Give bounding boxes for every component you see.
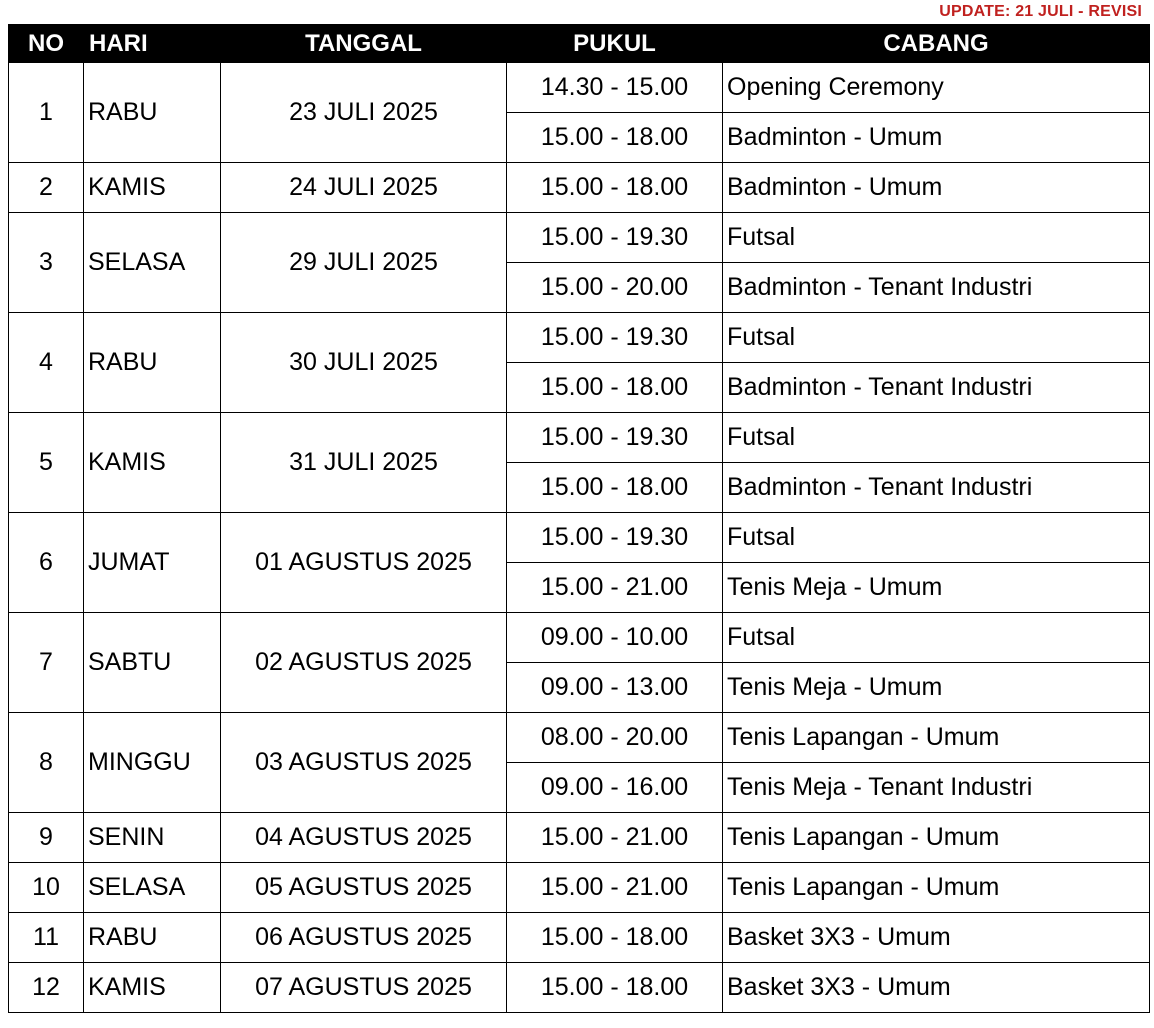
pukul-cell: 15.00 - 19.30: [507, 413, 723, 463]
pukul-cell: 09.00 - 16.00: [507, 763, 723, 813]
pukul-cell: 15.00 - 20.00: [507, 263, 723, 313]
table-row: [9, 813, 1150, 863]
cabang-cell: Tenis Meja - Umum: [723, 663, 1150, 713]
cabang-cell: Tenis Lapangan - Umum: [723, 863, 1150, 913]
tanggal-cell: 01 AGUSTUS 2025: [221, 513, 507, 613]
pukul-cell: 15.00 - 18.00: [507, 113, 723, 163]
schedule-body: [9, 63, 1150, 1013]
pukul-cell: 15.00 - 18.00: [507, 463, 723, 513]
no-cell: 6: [9, 513, 84, 613]
no-cell: 10: [9, 863, 84, 913]
hari-cell: MINGGU: [84, 713, 221, 813]
tanggal-cell: 23 JULI 2025: [221, 63, 507, 163]
tanggal-cell: 29 JULI 2025: [221, 213, 507, 313]
hari-cell: RABU: [84, 63, 221, 163]
header-hari: HARI: [84, 25, 221, 63]
hari-cell: RABU: [84, 913, 221, 963]
table-row: [9, 863, 1150, 913]
cabang-cell: Futsal: [723, 213, 1150, 263]
pukul-cell: 14.30 - 15.00: [507, 63, 723, 113]
table-row: [9, 313, 1150, 363]
cabang-cell: Futsal: [723, 313, 1150, 363]
no-cell: 11: [9, 913, 84, 963]
cabang-cell: Futsal: [723, 413, 1150, 463]
tanggal-cell: 30 JULI 2025: [221, 313, 507, 413]
header-cabang: CABANG: [723, 25, 1150, 63]
table-row: [9, 613, 1150, 663]
no-cell: 1: [9, 63, 84, 163]
hari-cell: SELASA: [84, 863, 221, 913]
no-cell: 8: [9, 713, 84, 813]
pukul-cell: 15.00 - 21.00: [507, 563, 723, 613]
pukul-cell: 15.00 - 19.30: [507, 513, 723, 563]
pukul-cell: 15.00 - 18.00: [507, 913, 723, 963]
no-cell: 5: [9, 413, 84, 513]
hari-cell: SENIN: [84, 813, 221, 863]
no-cell: 3: [9, 213, 84, 313]
pukul-cell: 15.00 - 21.00: [507, 863, 723, 913]
tanggal-cell: 03 AGUSTUS 2025: [221, 713, 507, 813]
table-row: [9, 913, 1150, 963]
schedule-header: [9, 25, 1150, 63]
tanggal-cell: 04 AGUSTUS 2025: [221, 813, 507, 863]
pukul-cell: 15.00 - 19.30: [507, 313, 723, 363]
hari-cell: KAMIS: [84, 963, 221, 1013]
hari-cell: KAMIS: [84, 413, 221, 513]
tanggal-cell: 31 JULI 2025: [221, 413, 507, 513]
cabang-cell: Tenis Meja - Tenant Industri: [723, 763, 1150, 813]
tanggal-cell: 07 AGUSTUS 2025: [221, 963, 507, 1013]
table-row: [9, 63, 1150, 113]
pukul-cell: 15.00 - 18.00: [507, 163, 723, 213]
table-row: [9, 963, 1150, 1013]
pukul-cell: 08.00 - 20.00: [507, 713, 723, 763]
pukul-cell: 15.00 - 18.00: [507, 363, 723, 413]
table-row: [9, 163, 1150, 213]
cabang-cell: Badminton - Umum: [723, 113, 1150, 163]
tanggal-cell: 05 AGUSTUS 2025: [221, 863, 507, 913]
header-pukul: PUKUL: [507, 25, 723, 63]
header-row: [9, 25, 1150, 63]
cabang-cell: Futsal: [723, 513, 1150, 563]
cabang-cell: Basket 3X3 - Umum: [723, 963, 1150, 1013]
update-note: UPDATE: 21 JULI - REVISI: [939, 3, 1142, 20]
cabang-cell: Badminton - Tenant Industri: [723, 363, 1150, 413]
cabang-cell: Tenis Lapangan - Umum: [723, 813, 1150, 863]
schedule-table: [8, 24, 1150, 1013]
pukul-cell: 15.00 - 19.30: [507, 213, 723, 263]
cabang-cell: Opening Ceremony: [723, 63, 1150, 113]
tanggal-cell: 06 AGUSTUS 2025: [221, 913, 507, 963]
cabang-cell: Badminton - Tenant Industri: [723, 263, 1150, 313]
cabang-cell: Tenis Meja - Umum: [723, 563, 1150, 613]
cabang-cell: Futsal: [723, 613, 1150, 663]
tanggal-cell: 02 AGUSTUS 2025: [221, 613, 507, 713]
pukul-cell: 15.00 - 21.00: [507, 813, 723, 863]
header-tanggal: TANGGAL: [221, 25, 507, 63]
hari-cell: SELASA: [84, 213, 221, 313]
hari-cell: JUMAT: [84, 513, 221, 613]
no-cell: 7: [9, 613, 84, 713]
cabang-cell: Tenis Lapangan - Umum: [723, 713, 1150, 763]
no-cell: 2: [9, 163, 84, 213]
cabang-cell: Badminton - Umum: [723, 163, 1150, 213]
tanggal-cell: 24 JULI 2025: [221, 163, 507, 213]
pukul-cell: 09.00 - 10.00: [507, 613, 723, 663]
table-row: [9, 513, 1150, 563]
header-no: NO: [9, 25, 84, 63]
table-row: [9, 713, 1150, 763]
cabang-cell: Badminton - Tenant Industri: [723, 463, 1150, 513]
table-row: [9, 413, 1150, 463]
pukul-cell: 09.00 - 13.00: [507, 663, 723, 713]
no-cell: 4: [9, 313, 84, 413]
no-cell: 12: [9, 963, 84, 1013]
hari-cell: KAMIS: [84, 163, 221, 213]
table-row: [9, 213, 1150, 263]
no-cell: 9: [9, 813, 84, 863]
cabang-cell: Basket 3X3 - Umum: [723, 913, 1150, 963]
hari-cell: SABTU: [84, 613, 221, 713]
hari-cell: RABU: [84, 313, 221, 413]
pukul-cell: 15.00 - 18.00: [507, 963, 723, 1013]
